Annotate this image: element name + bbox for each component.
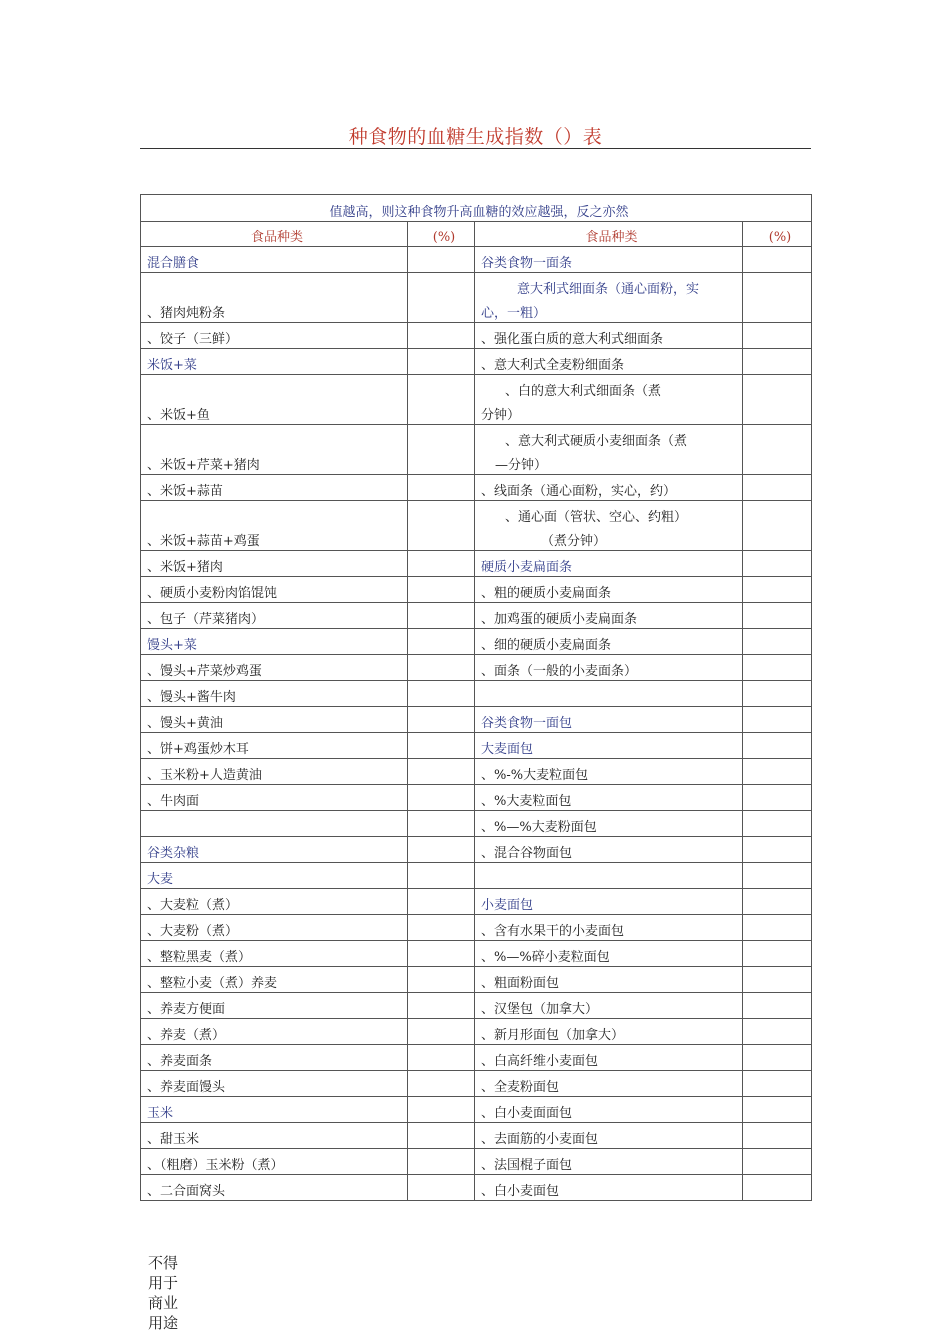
gi-value-cell: [408, 349, 475, 375]
gi-value-cell: [408, 1149, 475, 1175]
footer-line: 商业: [148, 1294, 179, 1312]
food-item: 、玉米粉+人造黄油: [141, 759, 408, 785]
gi-value-cell: [743, 247, 812, 273]
food-item: 、馒头+芹菜炒鸡蛋: [141, 655, 408, 681]
food-item: 、米饭+鱼: [141, 375, 408, 425]
gi-value-cell: [743, 941, 812, 967]
gi-value-cell: [408, 375, 475, 425]
table-row: [141, 577, 812, 603]
table-row: [141, 1149, 812, 1175]
food-item: 、猪肉炖粉条: [141, 273, 408, 323]
food-item-line-1: 、通心面（管状、空心、约粗）: [505, 510, 688, 525]
gi-value-cell: [408, 915, 475, 941]
table-row: [141, 1097, 812, 1123]
gi-value-cell: [743, 603, 812, 629]
food-item: [475, 375, 743, 425]
gi-value-cell: [743, 375, 812, 425]
gi-value-cell: [408, 1019, 475, 1045]
food-item: 、法国棍子面包: [475, 1149, 743, 1175]
table-row: [141, 967, 812, 993]
table-row: [141, 375, 812, 425]
glycemic-index-table: [140, 194, 812, 1201]
gi-value-cell: [743, 501, 812, 551]
food-item: [475, 501, 743, 551]
gi-value-cell: [743, 1097, 812, 1123]
gi-value-cell: [408, 941, 475, 967]
table-row: [141, 681, 812, 707]
gi-value-cell: [408, 475, 475, 501]
food-item: 、意大利式全麦粉细面条: [475, 349, 743, 375]
table-row: [141, 1175, 812, 1201]
footer-line: 用于: [148, 1274, 179, 1292]
gi-value-cell: [408, 323, 475, 349]
gi-value-cell: [743, 1071, 812, 1097]
food-item: 、粗面粉面包: [475, 967, 743, 993]
food-item: 、加鸡蛋的硬质小麦扁面条: [475, 603, 743, 629]
gi-value-cell: [408, 603, 475, 629]
food-item: 、混合谷物面包: [475, 837, 743, 863]
food-item: 、白小麦面面包: [475, 1097, 743, 1123]
gi-value-cell: [743, 1175, 812, 1201]
food-item: 、馒头+酱牛肉: [141, 681, 408, 707]
table-row: [141, 811, 812, 837]
gi-value-cell: [743, 1019, 812, 1045]
table-row: [141, 785, 812, 811]
food-item: 、白小麦面包: [475, 1175, 743, 1201]
food-item: 、养麦方便面: [141, 993, 408, 1019]
food-item: 、%—%大麦粉面包: [475, 811, 743, 837]
gi-value-cell: [408, 425, 475, 475]
food-item: 、细的硬质小麦扁面条: [475, 629, 743, 655]
food-item-line-2: 心，一粗）: [481, 306, 547, 321]
gi-value-cell: [408, 759, 475, 785]
food-item: 、大麦粉（煮）: [141, 915, 408, 941]
gi-value-cell: [743, 837, 812, 863]
gi-value-cell: [743, 425, 812, 475]
food-item: 、面条（一般的小麦面条）: [475, 655, 743, 681]
gi-value-cell: [743, 707, 812, 733]
table-row: [141, 273, 812, 323]
food-item: 、%—%碎小麦粒面包: [475, 941, 743, 967]
food-item: [141, 811, 408, 837]
header-food-type-left: 食品种类: [141, 222, 408, 247]
gi-value-cell: [743, 993, 812, 1019]
table-row: [141, 759, 812, 785]
food-item: [475, 681, 743, 707]
gi-value-cell: [743, 273, 812, 323]
food-item: 、（粗磨）玉米粉（煮）: [141, 1149, 408, 1175]
gi-value-cell: [408, 733, 475, 759]
food-item: 、牛肉面: [141, 785, 408, 811]
table-note: 值越高，则这种食物升高血糖的效应越强，反之亦然: [141, 195, 812, 222]
subcategory-label: 大麦面包: [475, 733, 743, 759]
table-row: [141, 1071, 812, 1097]
food-item: 、甜玉米: [141, 1123, 408, 1149]
gi-value-cell: [743, 681, 812, 707]
food-item: 、大麦粒（煮）: [141, 889, 408, 915]
food-item-line-2: —分钟）: [495, 458, 548, 473]
gi-value-cell: [743, 889, 812, 915]
table-row: [141, 863, 812, 889]
gi-value-cell: [408, 551, 475, 577]
subcategory-label: 玉米: [141, 1097, 408, 1123]
table-row: [141, 889, 812, 915]
gi-value-cell: [743, 811, 812, 837]
footer-line: 不得: [148, 1254, 179, 1272]
table-row: [141, 1045, 812, 1071]
table-row: [141, 941, 812, 967]
gi-value-cell: [743, 475, 812, 501]
gi-value-cell: [743, 733, 812, 759]
food-item: 、米饭+猪肉: [141, 551, 408, 577]
gi-value-cell: [408, 247, 475, 273]
gi-value-cell: [743, 863, 812, 889]
food-item: 、饼+鸡蛋炒木耳: [141, 733, 408, 759]
table-row: [141, 323, 812, 349]
gi-value-cell: [743, 577, 812, 603]
food-item: 、线面条（通心面粉，实心，约）: [475, 475, 743, 501]
page-title: 种食物的血糖生成指数（）表: [348, 126, 603, 148]
food-item: 、硬质小麦粉肉馅馄饨: [141, 577, 408, 603]
gi-value-cell: [743, 655, 812, 681]
table-row: [141, 425, 812, 475]
food-item: 、米饭+蒜苗: [141, 475, 408, 501]
food-item: [475, 863, 743, 889]
gi-value-cell: [408, 1071, 475, 1097]
food-item: 、粗的硬质小麦扁面条: [475, 577, 743, 603]
gi-value-cell: [408, 1097, 475, 1123]
gi-value-cell: [408, 681, 475, 707]
subcategory-label: 硬质小麦扁面条: [475, 551, 743, 577]
gi-value-cell: [743, 1045, 812, 1071]
food-item: [475, 425, 743, 475]
gi-value-cell: [743, 915, 812, 941]
food-item-line-2: （煮分钟）: [541, 534, 607, 549]
category-heading: 混合膳食: [141, 247, 408, 273]
gi-value-cell: [408, 811, 475, 837]
table-row: [141, 247, 812, 273]
table-row: [141, 1123, 812, 1149]
gi-value-cell: [743, 551, 812, 577]
food-item: 、养麦面馒头: [141, 1071, 408, 1097]
gi-value-cell: [743, 759, 812, 785]
gi-value-cell: [743, 1123, 812, 1149]
table-row: [141, 629, 812, 655]
food-item: 、%大麦粒面包: [475, 785, 743, 811]
footer-note: [148, 1253, 178, 1333]
subcategory-label: 馒头+菜: [141, 629, 408, 655]
food-item-line-1: 、意大利式硬质小麦细面条（煮: [505, 434, 688, 449]
header-gi-left: (%): [408, 222, 475, 247]
food-item: 、二合面窝头: [141, 1175, 408, 1201]
table-row: [141, 551, 812, 577]
gi-value-cell: [408, 967, 475, 993]
subcategory-label: 小麦面包: [475, 889, 743, 915]
table-row: [141, 475, 812, 501]
table-row: [141, 349, 812, 375]
gi-value-cell: [408, 501, 475, 551]
table-row: [141, 837, 812, 863]
gi-value-cell: [408, 837, 475, 863]
footer-line: 用途: [148, 1314, 179, 1332]
food-item: 、馒头+黄油: [141, 707, 408, 733]
gi-value-cell: [743, 349, 812, 375]
food-item: 、米饭+芹菜+猪肉: [141, 425, 408, 475]
food-item: 、白高纤维小麦面包: [475, 1045, 743, 1071]
title-divider: [140, 148, 811, 149]
gi-value-cell: [408, 863, 475, 889]
food-item: 、汉堡包（加拿大）: [475, 993, 743, 1019]
food-item: 、包子（芹菜猪肉）: [141, 603, 408, 629]
food-item-line-2: 分钟）: [481, 408, 521, 423]
gi-value-cell: [408, 889, 475, 915]
subcategory-label: 大麦: [141, 863, 408, 889]
table-row: [141, 501, 812, 551]
table-row: [141, 733, 812, 759]
gi-value-cell: [408, 629, 475, 655]
food-item: 、%-%大麦粒面包: [475, 759, 743, 785]
table-row: [141, 915, 812, 941]
food-item: 、含有水果干的小麦面包: [475, 915, 743, 941]
food-item: 、米饭+蒜苗+鸡蛋: [141, 501, 408, 551]
header-gi-right: (%): [743, 222, 812, 247]
gi-value-cell: [408, 707, 475, 733]
gi-value-cell: [743, 629, 812, 655]
food-item-line-1: 、白的意大利式细面条（煮: [505, 384, 662, 399]
food-item: 、强化蛋白质的意大利式细面条: [475, 323, 743, 349]
gi-value-cell: [408, 1175, 475, 1201]
food-item: 、新月形面包（加拿大）: [475, 1019, 743, 1045]
food-item: 、全麦粉面包: [475, 1071, 743, 1097]
table-row: [141, 603, 812, 629]
table-row: [141, 707, 812, 733]
category-heading: 谷类食物一面条: [475, 247, 743, 273]
food-item-line-1: 意大利式细面条（通心面粉，实: [517, 282, 700, 297]
gi-value-cell: [408, 273, 475, 323]
food-item: 、整粒小麦（煮）养麦: [141, 967, 408, 993]
gi-value-cell: [743, 1149, 812, 1175]
subcategory-label: 米饭+菜: [141, 349, 408, 375]
gi-value-cell: [408, 577, 475, 603]
gi-value-cell: [743, 323, 812, 349]
food-item: 、养麦面条: [141, 1045, 408, 1071]
food-item: 、养麦（煮）: [141, 1019, 408, 1045]
gi-value-cell: [408, 785, 475, 811]
table-row: [141, 1019, 812, 1045]
category-heading: 谷类杂粮: [141, 837, 408, 863]
gi-value-cell: [743, 967, 812, 993]
category-heading: 谷类食物一面包: [475, 707, 743, 733]
header-food-type-right: 食品种类: [475, 222, 743, 247]
gi-value-cell: [408, 993, 475, 1019]
gi-value-cell: [408, 1045, 475, 1071]
table-row: [141, 993, 812, 1019]
subcategory-label: [475, 273, 743, 323]
food-item: 、整粒黑麦（煮）: [141, 941, 408, 967]
gi-value-cell: [743, 785, 812, 811]
gi-value-cell: [408, 655, 475, 681]
gi-value-cell: [408, 1123, 475, 1149]
food-item: 、去面筋的小麦面包: [475, 1123, 743, 1149]
food-item: 、饺子（三鲜）: [141, 323, 408, 349]
table-row: [141, 655, 812, 681]
